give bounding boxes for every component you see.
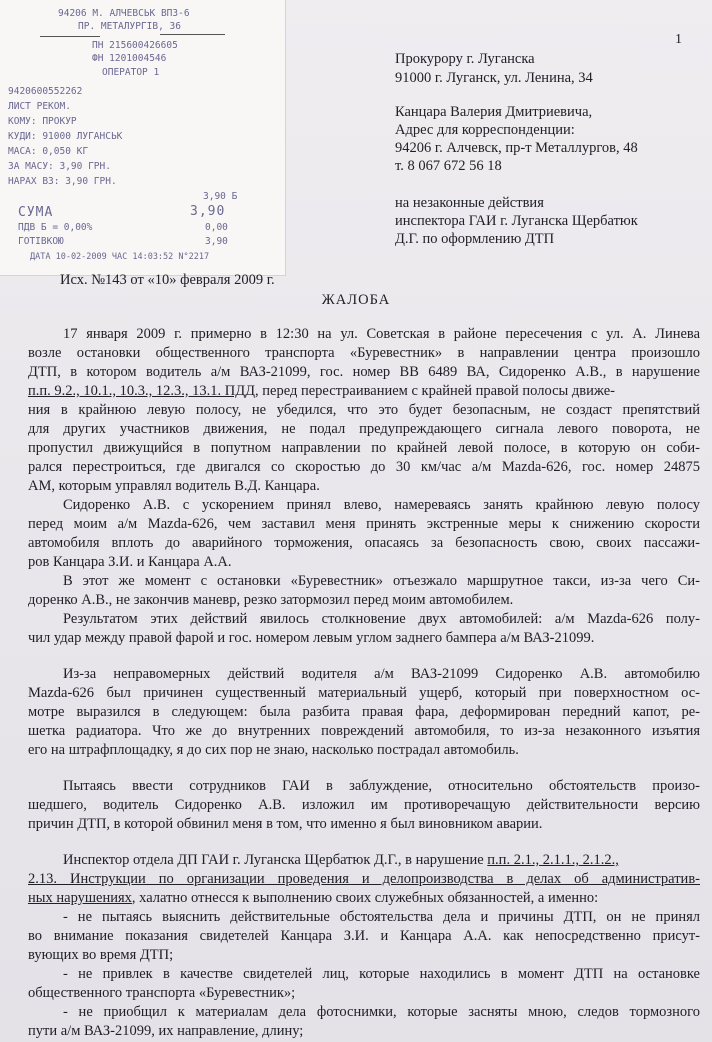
receipt-footer: ДАТА 10-02-2009 ЧАС 14:03:52 N°2217 (30, 252, 210, 262)
document-title: ЖАЛОБА (321, 292, 391, 308)
body-line: Mazda-626 был причинен существенный материальный ущерб, который при поверхностном ос- (28, 685, 700, 701)
receipt-subtotal: 3,90 Б (203, 191, 238, 202)
body-line: причин ДТП, в которой обвинил меня в том, что именно я был виновником аварии. (28, 816, 543, 832)
body-line: рался перестроиться, где двигался со скоростью до 30 км/час а/м Mazda-626, гос. номер 24875 (28, 459, 700, 475)
sender-name: Канцара Валерия Дмитриевича, (395, 104, 593, 120)
sender-phone: т. 8 067 672 56 18 (395, 158, 502, 174)
body-line: чил удар между правой фарой и гос. номером левым углом заднего бампера а/м ВАЗ-21099. (28, 630, 595, 646)
receipt-line: НАРАХ ВЗ: 3,90 ГРН. (8, 176, 117, 187)
receipt-line: ЛИСТ РЕКОМ. (8, 101, 71, 112)
body-line: 17 января 2009 г. примерно в 12:30 на ул. Советская в районе пересечения с ул. А. Линева (63, 326, 700, 342)
body-line: Из-за неправомерных действий водителя а/м ВАЗ-21099 Сидоренко А.В. автомобилю (63, 666, 700, 682)
body-line: мотре выразился в следующем: была разбита правая фара, деформирован передний капот, ре- (28, 704, 700, 720)
body-line: во внимание показания свидетелей Канцара З.И. и Канцара А.А. как непосредственно присут- (28, 928, 700, 944)
receipt-sum-value: 3,90 (190, 204, 226, 219)
legal-reference: п.п. 2.1., 2.1.1., 2.1.2., (487, 852, 619, 868)
receipt-header-line: ПН 215600426605 (92, 40, 178, 51)
body-text: , перед перестраиванием с крайней правой полосы движе- (255, 383, 615, 399)
body-line: ров Канцара З.И. и Канцара А.А. (28, 554, 232, 570)
body-line: общественного транспорта «Буревестник»; (28, 985, 296, 1001)
body-text: Инспектор отдела ДП ГАИ г. Луганска Щербатюк Д.Г., в нарушение (63, 852, 488, 868)
body-line: - не приобщил к материалам дела фотоснимки, которые засняты мною, следов тормозного (63, 1004, 700, 1020)
receipt-line: КОМУ: ПРОКУР (8, 116, 77, 127)
body-line: доренко А.В., не закончив маневр, резко затормозил перед моим автомобилем. (28, 592, 514, 608)
receipt-line: ЗА МАСУ: 3,90 ГРН. (8, 161, 111, 172)
body-line: Сидоренко А.В. с ускорением принял влево, намереваясь занять крайнюю левую полосу (63, 497, 700, 513)
addressee-address: 91000 г. Луганск, ул. Ленина, 34 (395, 70, 593, 86)
body-line: ДТП, в котором водитель а/м ВАЗ-21099, гос. номер ВВ 6489 ВА, Сидоренко А.В., в нарушение (28, 364, 700, 380)
body-line (28, 890, 700, 907)
receipt-cash-value: 3,90 (205, 236, 228, 247)
receipt-sum-label: СУМА (18, 205, 54, 220)
body-line: возле остановки общественного транспорта «Буревестник» в направлении центра произошло (28, 345, 700, 361)
receipt-signature-line (40, 36, 100, 37)
body-line: - не пытаясь выяснить действительные обстоятельства дела и причины ДТП, он не принял (63, 909, 700, 925)
receipt-cash-label: ГОТІВКОЮ (18, 236, 64, 247)
body-line (28, 383, 700, 400)
sender-corr-label: Адрес для корреспонденции: (395, 122, 575, 138)
receipt-line: МАСА: 0,050 КГ (8, 146, 89, 157)
body-line: для других участников движения, не подал предупреждающего сигнала левого поворота, не (28, 421, 700, 437)
receipt-line: КУДИ: 91000 ЛУГАНСЬК (8, 131, 123, 142)
body-line: Результатом этих действий явилось столкновение двух автомобилей: а/м Mazda-626 полу- (63, 611, 700, 627)
postal-receipt (0, 0, 286, 276)
outgoing-number: Исх. №143 от «10» февраля 2009 г. (60, 272, 275, 288)
body-line: вующих во время ДТП; (28, 947, 174, 963)
legal-reference-line: 2.13. Инструкции по организации проведения и делопроизводства в делах об административ- (28, 871, 700, 887)
receipt-header-line: ОПЕРАТОР 1 (102, 67, 160, 78)
sender-address: 94206 г. Алчевск, пр-т Металлургов, 48 (395, 140, 638, 156)
body-line: перед моим а/м Mazda-626, чем заставил меня принять экстренные меры к снижению скорости (28, 516, 700, 532)
legal-reference: п.п. 9.2., 10.1., 10.3., 12.3., 13.1. ПДД (28, 383, 256, 399)
body-line: - не привлек в качестве свидетелей лиц, которые находились в момент ДТП на остановке (63, 966, 700, 982)
body-line: пропустил движущийся в попутном направлении по крайней левой полосе, в которую он соби- (28, 440, 700, 456)
body-line: его на штрафплощадку, я до сих пор не знаю, насколько пострадал автомобиль. (28, 742, 519, 758)
body-line: Пытаясь ввести сотрудников ГАИ в заблуждение, относительно обстоятельств произо- (63, 778, 700, 794)
receipt-vat-value: 0,00 (205, 222, 228, 233)
body-line (63, 852, 700, 869)
receipt-header-line: ФН 1201004546 (92, 53, 167, 64)
addressee-to: Прокурору г. Луганска (395, 51, 535, 67)
body-text: , халатно отнесся к выполнению своих служебных обязанностей, а именно: (131, 890, 599, 906)
receipt-header-line: 94206 М. АЛЧЕВСЬК ВПЗ-6 (58, 8, 190, 19)
body-line: автомобиля вплоть до аварийного торможения, опасаясь за безопасность свою, своих пассажи- (28, 535, 700, 551)
subject-line: инспектора ГАИ г. Луганска Щербатюк (395, 213, 638, 229)
subject-line: на незаконные действия (395, 195, 544, 211)
subject-line: Д.Г. по оформлению ДТП (395, 231, 555, 247)
legal-reference: ных нарушениях (28, 890, 132, 906)
body-line: шедшего, водитель Сидоренко А.В. изложил им противоречащую действительности версию (28, 797, 700, 813)
body-line: АМ, которым управлял водитель В.Д. Канцара. (28, 478, 320, 494)
receipt-doc-number: 9420600552262 (8, 86, 83, 97)
body-line: шетка радиатора. Что же до внутренних повреждений автомобиля, то из-за незаконного изъятия (28, 723, 700, 739)
body-line: ния в крайнюю левую полосу, не убедился, что это будет безопасным, не создаст препятствий (28, 402, 700, 418)
receipt-signature-line (160, 34, 225, 35)
page-number: 1 (675, 32, 682, 47)
body-line: В этот же момент с остановки «Буревестник» отъезжало маршрутное такси, из-за чего Си- (63, 573, 700, 589)
receipt-vat-label: ПДВ Б = 0,00% (18, 222, 93, 233)
body-line: пути а/м ВАЗ-21099, их направление, длину; (28, 1023, 304, 1039)
receipt-header-line: ПР. МЕТАЛУРГІВ, 36 (78, 21, 181, 32)
